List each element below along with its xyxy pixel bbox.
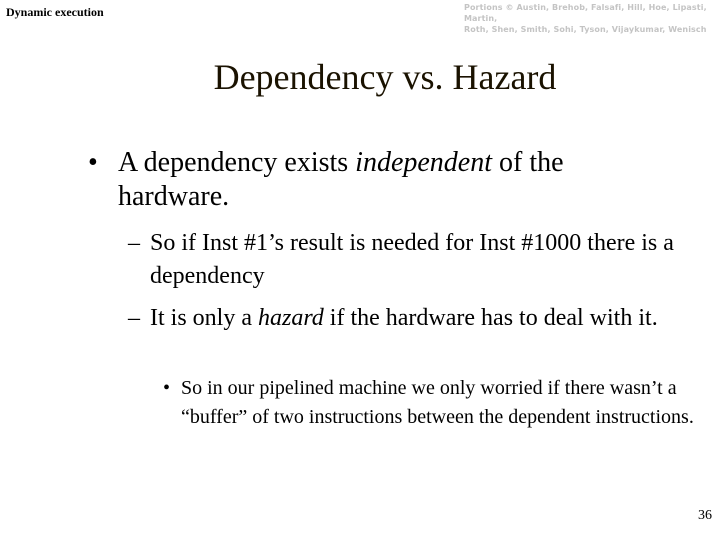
bullet-item — [88, 146, 658, 214]
section-label: Dynamic execution — [6, 5, 104, 19]
slide-title: Dependency vs. Hazard — [213, 57, 557, 97]
bullet-text-part: A dependency exists — [118, 147, 356, 178]
copyright-line: Portions © Austin, Brehob, Falsafi, Hill, Hoe, Lipasti, Martin, — [464, 3, 707, 23]
bullet-text-part: It is only a — [150, 305, 258, 331]
emphasized-word: hazard — [258, 305, 324, 331]
bullet-text-part: if the hardware has to deal with it. — [323, 305, 658, 331]
emphasized-word: independent — [355, 147, 493, 178]
sub-sub-bullet-item — [163, 374, 701, 432]
sub-bullet-text — [150, 302, 690, 335]
bullet-text — [118, 146, 658, 214]
page-number: 36 — [698, 508, 712, 523]
bullet-marker: • — [88, 147, 98, 178]
sub-bullet-item — [128, 302, 690, 335]
bullet-marker: • — [163, 377, 171, 399]
dash-marker: – — [128, 230, 140, 256]
sub-sub-bullet-text: So in our pipelined machine we only worried if there wasn’t a “buffer” of two instructions between the dependent instructions. — [181, 377, 694, 428]
dash-marker: – — [128, 305, 140, 331]
sub-bullet-item — [128, 227, 690, 293]
sub-bullet-text: So if Inst #1’s result is needed for Inst #1000 there is a dependency — [150, 230, 674, 289]
bullet-text-part: of the hardware. — [118, 147, 564, 212]
copyright-line: Roth, Shen, Smith, Sohi, Tyson, Vijaykumar, Wenisch — [464, 25, 707, 34]
